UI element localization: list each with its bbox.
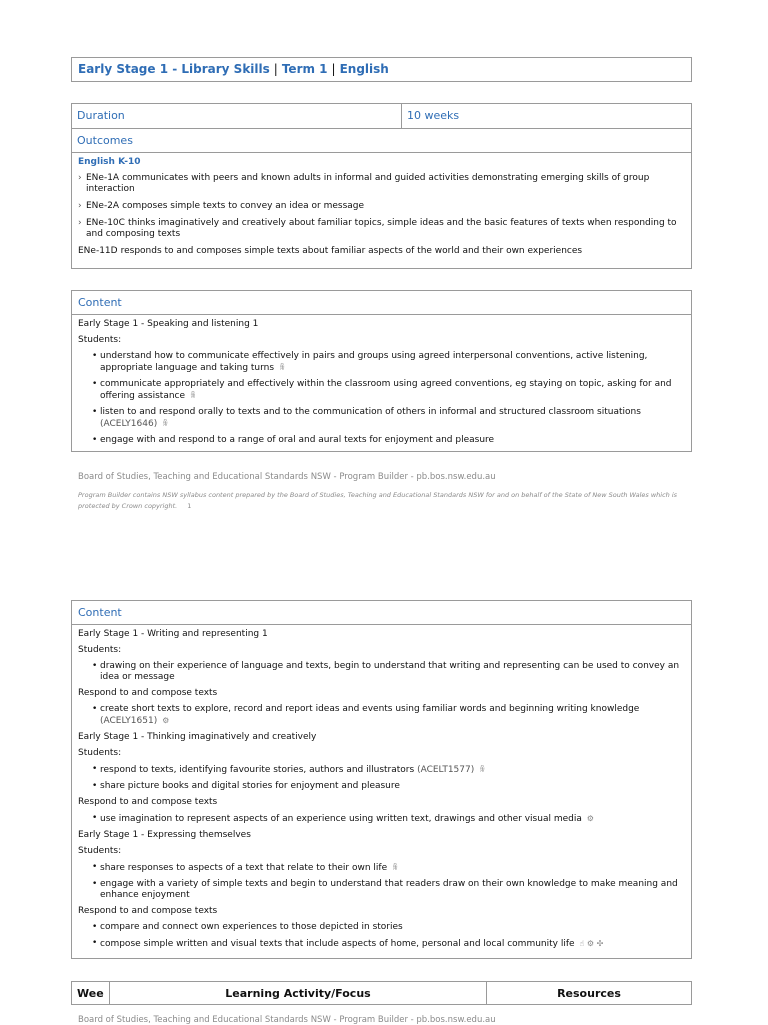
activity-table-header: [71, 981, 692, 1005]
students-label: Students:: [78, 335, 122, 345]
outcomes-list: [72, 153, 691, 267]
bullet-text: engage with a variety of simple texts and begin to understand that readers draw on their own knowledge to make meaning and enhance enjoyment: [100, 879, 678, 900]
bullet-text: share responses to aspects of a text that relate to their own life: [100, 863, 388, 873]
outcome-text: thinks imaginatively and creatively about familiar topics, simple ideas and the basic features of texts when responding to and composing texts: [86, 218, 677, 239]
outcome-item: [78, 218, 685, 240]
content-body: [72, 315, 691, 455]
group-work-icon: ꆜ: [278, 363, 286, 372]
acara-code: (ACELY1646): [100, 419, 158, 429]
acara-code: (ACELT1577): [417, 765, 475, 775]
acara-code: (ACELY1651): [100, 716, 158, 726]
outcome-item: [78, 173, 685, 195]
unit-title-bar: [71, 57, 692, 82]
title-separator: |: [331, 62, 336, 76]
stage-heading: Respond to and compose texts: [78, 688, 218, 698]
bullet-text: compare and connect own experiences to those depicted in stories: [100, 922, 403, 932]
outcomes-group-title: English K-10: [78, 157, 141, 167]
outcome-arrow-icon: ›: [78, 173, 82, 183]
list-item: [92, 938, 685, 950]
list-item: [92, 922, 685, 933]
outcome-arrow-icon: ›: [78, 218, 82, 228]
outcome-code: ENe-11D: [78, 246, 118, 256]
content-bullets: [92, 704, 685, 727]
unit-name: Early Stage 1 - Library Skills: [78, 62, 270, 76]
outcomes-heading: Outcomes: [72, 129, 691, 153]
list-item: [92, 879, 685, 901]
outcome-text: communicates with peers and known adults in informal and guided activities demonstrating emerging skills of group interaction: [86, 173, 650, 194]
outcome-item: [78, 201, 685, 212]
content-heading: Content: [72, 291, 691, 315]
outcome-code: ENe-10C: [86, 218, 125, 228]
bullet-text: compose simple written and visual texts that include aspects of home, personal and local community life: [100, 939, 575, 949]
column-header-activity: Learning Activity/Focus: [110, 982, 487, 1004]
content-bullets: [92, 661, 685, 683]
bullet-text: use imagination to represent aspects of an experience using written text, drawings and other visual media: [100, 814, 582, 824]
group-work-icon: ꆜ: [479, 765, 486, 774]
content-bullets: [92, 351, 685, 446]
footer-copyright-text: Program Builder contains NSW syllabus content prepared by the Board of Studies, Teaching and Educational Standards NSW for and on behalf of the State of New South Wales which is protected by Crown copyright.: [78, 491, 678, 510]
group-work-icon: ꆜ: [392, 863, 399, 872]
unit-term: Term 1: [281, 62, 328, 76]
bullet-text: engage with and respond to a range of oral and aural texts for enjoyment and pleasure: [100, 435, 495, 445]
outcome-code: ENe-1A: [86, 173, 120, 183]
stage-heading: Early Stage 1 - Thinking imaginatively and creatively: [78, 732, 317, 742]
outcome-text: composes simple texts to convey an idea or message: [122, 201, 365, 211]
list-item: [92, 704, 685, 727]
bullet-text: drawing on their experience of language and texts, begin to understand that writing and representing can be used to convey an idea or message: [100, 661, 680, 682]
bullet-text: communicate appropriately and effectively within the classroom using agreed conventions, eg staying on topic, asking for and offering assistance: [100, 379, 672, 401]
group-work-icon: ꆜ: [189, 391, 197, 400]
bullet-text: understand how to communicate effectively in pairs and groups using agreed interpersonal conventions, active listening, appropriate language and taking turns: [100, 351, 648, 373]
stage-heading: Early Stage 1 - Writing and representing 1: [78, 629, 268, 639]
content-heading: Content: [72, 601, 691, 625]
students-label: Students:: [78, 846, 122, 856]
duration-label: Duration: [72, 104, 402, 128]
footer-copyright: [78, 490, 688, 512]
list-item: [92, 379, 685, 402]
duration-value: 10 weeks: [407, 109, 460, 122]
list-item: [92, 781, 685, 792]
page-number: 1: [187, 502, 192, 510]
content-bullets: [92, 764, 685, 792]
list-item: [92, 764, 685, 776]
content-bullets: [92, 862, 685, 901]
list-item: [92, 862, 685, 874]
outcome-text: responds to and composes simple texts about familiar aspects of the world and their own experiences: [120, 246, 583, 256]
list-item: [92, 435, 685, 446]
page-footer: [78, 472, 688, 512]
content-box-writing: [71, 600, 692, 959]
stage-heading: Early Stage 1 - Expressing themselves: [78, 830, 251, 840]
students-label: Students:: [78, 748, 122, 758]
list-item: [92, 661, 685, 683]
bullet-text: share picture books and digital stories for enjoyment and pleasure: [100, 781, 400, 791]
outcome-item: [78, 246, 685, 257]
list-item: [92, 407, 685, 430]
content-box-speaking: [71, 290, 692, 452]
capability-icons: ☝ ⚙ ✣: [579, 939, 604, 948]
students-label: Students:: [78, 645, 122, 655]
bullet-text: create short texts to explore, record and report ideas and events using familiar words and beginning writing knowledge: [100, 704, 640, 714]
footer-source: Board of Studies, Teaching and Educational Standards NSW - Program Builder - pb.bos.nsw.edu.au: [78, 472, 496, 482]
content-bullets: [92, 922, 685, 950]
column-header-week: Wee: [72, 982, 110, 1004]
stage-heading: Respond to and compose texts: [78, 906, 218, 916]
title-separator: |: [273, 62, 278, 76]
duration-row: [72, 104, 691, 129]
group-work-icon: ꆜ: [162, 419, 169, 428]
stage-heading: Early Stage 1 - Speaking and listening 1: [78, 319, 259, 329]
list-item: [92, 351, 685, 374]
column-header-resources: Resources: [557, 986, 621, 1000]
bullet-text: listen to and respond orally to texts and to the communication of others in informal and structured classroom situations: [100, 407, 641, 417]
unit-subject: English: [339, 62, 389, 76]
duration-outcomes-table: [71, 103, 692, 269]
stage-heading: Respond to and compose texts: [78, 797, 218, 807]
ict-icon: ⚙: [162, 716, 170, 725]
list-item: [92, 813, 685, 825]
outcome-code: ENe-2A: [86, 201, 120, 211]
bullet-text: respond to texts, identifying favourite stories, authors and illustrators: [100, 765, 415, 775]
footer-source: Board of Studies, Teaching and Educational Standards NSW - Program Builder - pb.bos.nsw.edu.au: [78, 1015, 496, 1025]
content-bullets: [92, 813, 685, 825]
content-body: [72, 625, 691, 959]
ict-icon: ⚙: [586, 814, 594, 823]
outcome-arrow-icon: ›: [78, 201, 82, 211]
